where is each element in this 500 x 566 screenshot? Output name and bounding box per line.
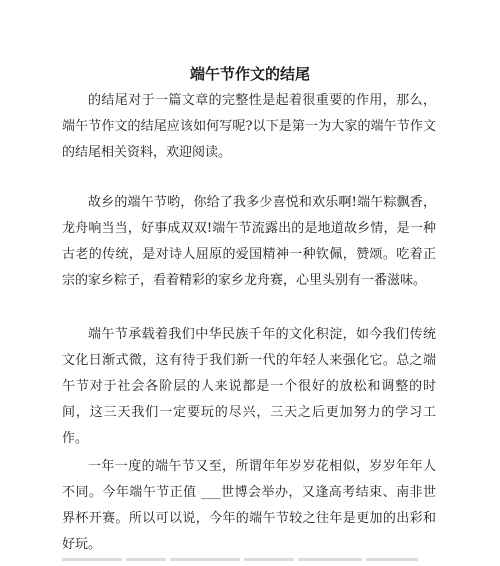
paragraph-culture: 端午节承载着我们中华民族千年的文化积淀，如今我们传统文化日渐式微，这有待于我们新一代的年轻人来强化它。总之端午节对于社会各阶层的人来说都是一个很好的放松和调整的时间，这三天我们一定要玩的尽兴，三天之后更加努力的学习工作。: [62, 327, 436, 446]
document-title: 端午节作文的结尾: [189, 65, 310, 83]
paragraph-intro: 的结尾对于一篇文章的完整性是起着很重要的作用，那么，端午节作文的结尾应该如何写呢?以下是第一为大家的端午节作文的结尾相关资料，欢迎阅读。: [62, 93, 436, 160]
paragraph-this-year: 一年一度的端午节又至，所谓年年岁岁花相似，岁岁年年人不同。今年端午节正值 ___世博会举办，又逢高考结束、南非世界杯开赛。所以可以说，今年的端午节较之往年是更加的出彩和好玩。: [62, 459, 436, 552]
cut-off-text-line: [62, 549, 436, 563]
paragraph-hometown: 故乡的端午节哟，你给了我多少喜悦和欢乐啊!端午粽飘香，龙舟响当当，好事成双双!端午节流露出的是地道故乡情，是一种古老的传统，是对诗人屈原的爱国精神一种钦佩，赞颂。吃着正宗的家乡粽子，看着精彩的家乡龙舟赛，心里头别有一番滋味。: [62, 195, 436, 288]
